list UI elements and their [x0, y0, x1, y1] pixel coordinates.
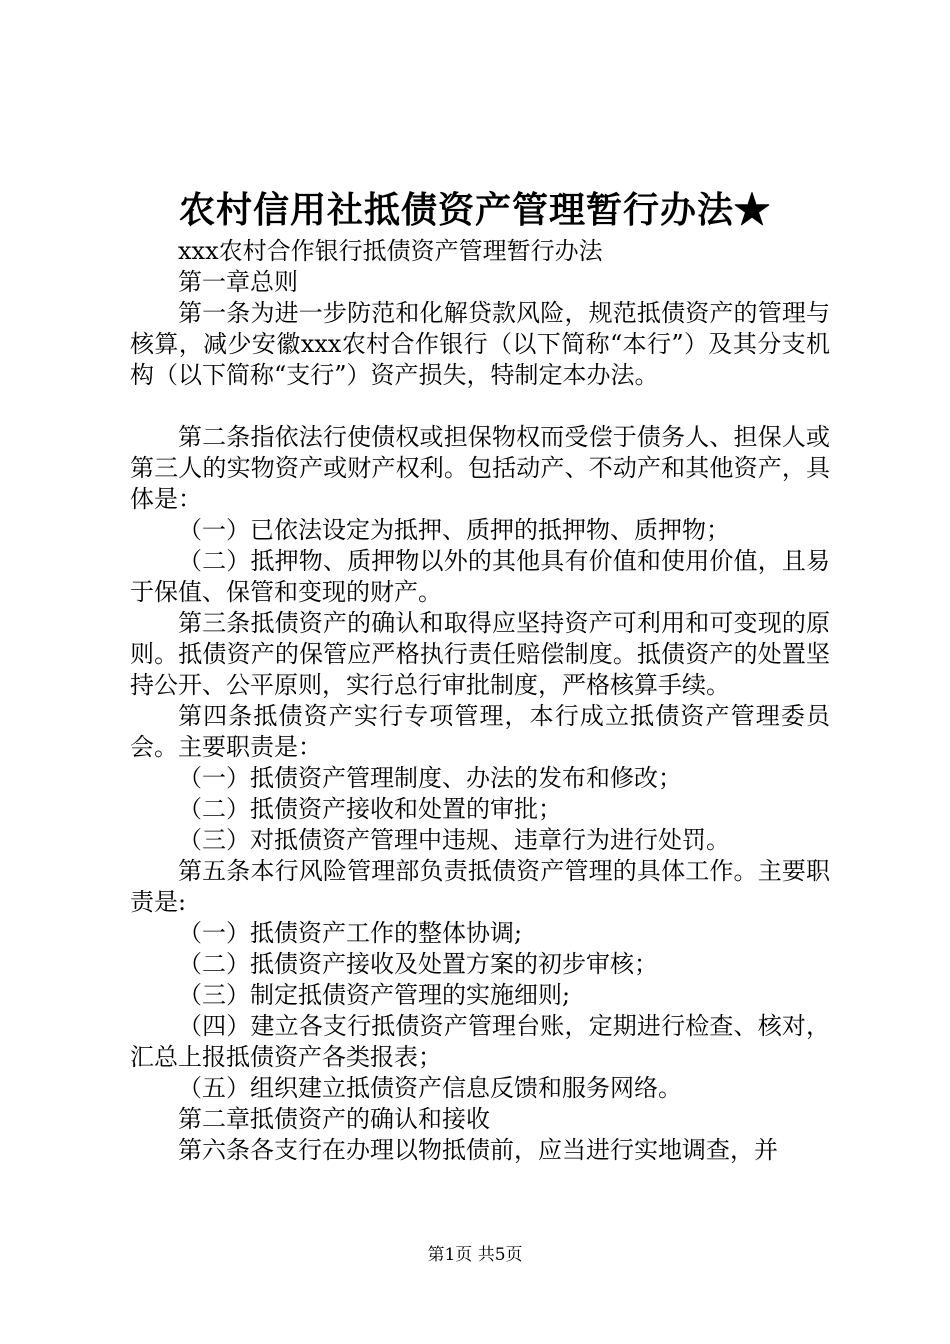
document-title: 农村信用社抵债资产管理暂行办法★: [178, 189, 771, 231]
paragraph: 第一条为进一步防范和化解贷款风险，规范抵债资产的管理与核算，减少安徽xxx农村合作银行（以下简称“本行”）及其分支机构（以下简称“支行”）资产损失，特制定本办法。: [130, 299, 830, 389]
list-item: （二）抵债资产接收及处置方案的初步审核；: [178, 950, 658, 978]
list-item: （一）已依法设定为抵押、质押的抵押物、质押物；: [178, 516, 730, 544]
paragraph: 第二条指依法行使债权或担保物权而受偿于债务人、担保人或第三人的实物资产或财产权利。包括动产、不动产和其他资产，具体是：: [130, 423, 830, 513]
list-item: （三）对抵债资产管理中违规、违章行为进行处罚。: [178, 826, 730, 854]
list-item: （三）制定抵债资产管理的实施细则;: [178, 981, 571, 1009]
page-number: 第1页 共5页: [427, 1245, 523, 1265]
list-item: （四）建立各支行抵债资产管理台账，定期进行检查、核对，汇总上报抵债资产各类报表；: [130, 1012, 830, 1071]
list-item: （一）抵债资产管理制度、办法的发布和修改；: [178, 764, 682, 792]
list-item: （五）组织建立抵债资产信息反馈和服务网络。: [178, 1074, 682, 1102]
list-item: （二）抵债资产接收和处置的审批；: [178, 795, 562, 823]
paragraph: 第三条抵债资产的确认和取得应坚持资产可利用和可变现的原则。抵债资产的保管应严格执行责任赔偿制度。抵债资产的处置坚持公开、公平原则，实行总行审批制度，严格核算手续。: [130, 609, 830, 699]
document-body: [130, 236, 830, 1166]
chapter-heading: 第二章抵债资产的确认和接收: [178, 1105, 490, 1133]
paragraph: 第六条各支行在办理以物抵债前，应当进行实地调查，并: [178, 1136, 778, 1164]
paragraph: 第五条本行风险管理部负责抵债资产管理的具体工作。主要职责是:: [130, 857, 830, 916]
chapter-heading: 第一章总则: [178, 268, 298, 296]
paragraph: xxx农村合作银行抵债资产管理暂行办法: [178, 237, 603, 265]
paragraph: 第四条抵债资产实行专项管理，本行成立抵债资产管理委员会。主要职责是：: [130, 702, 830, 761]
list-item: （一）抵债资产工作的整体协调;: [178, 919, 523, 947]
list-item: （二）抵押物、质押物以外的其他具有价值和使用价值，且易于保值、保管和变现的财产。: [130, 547, 830, 606]
